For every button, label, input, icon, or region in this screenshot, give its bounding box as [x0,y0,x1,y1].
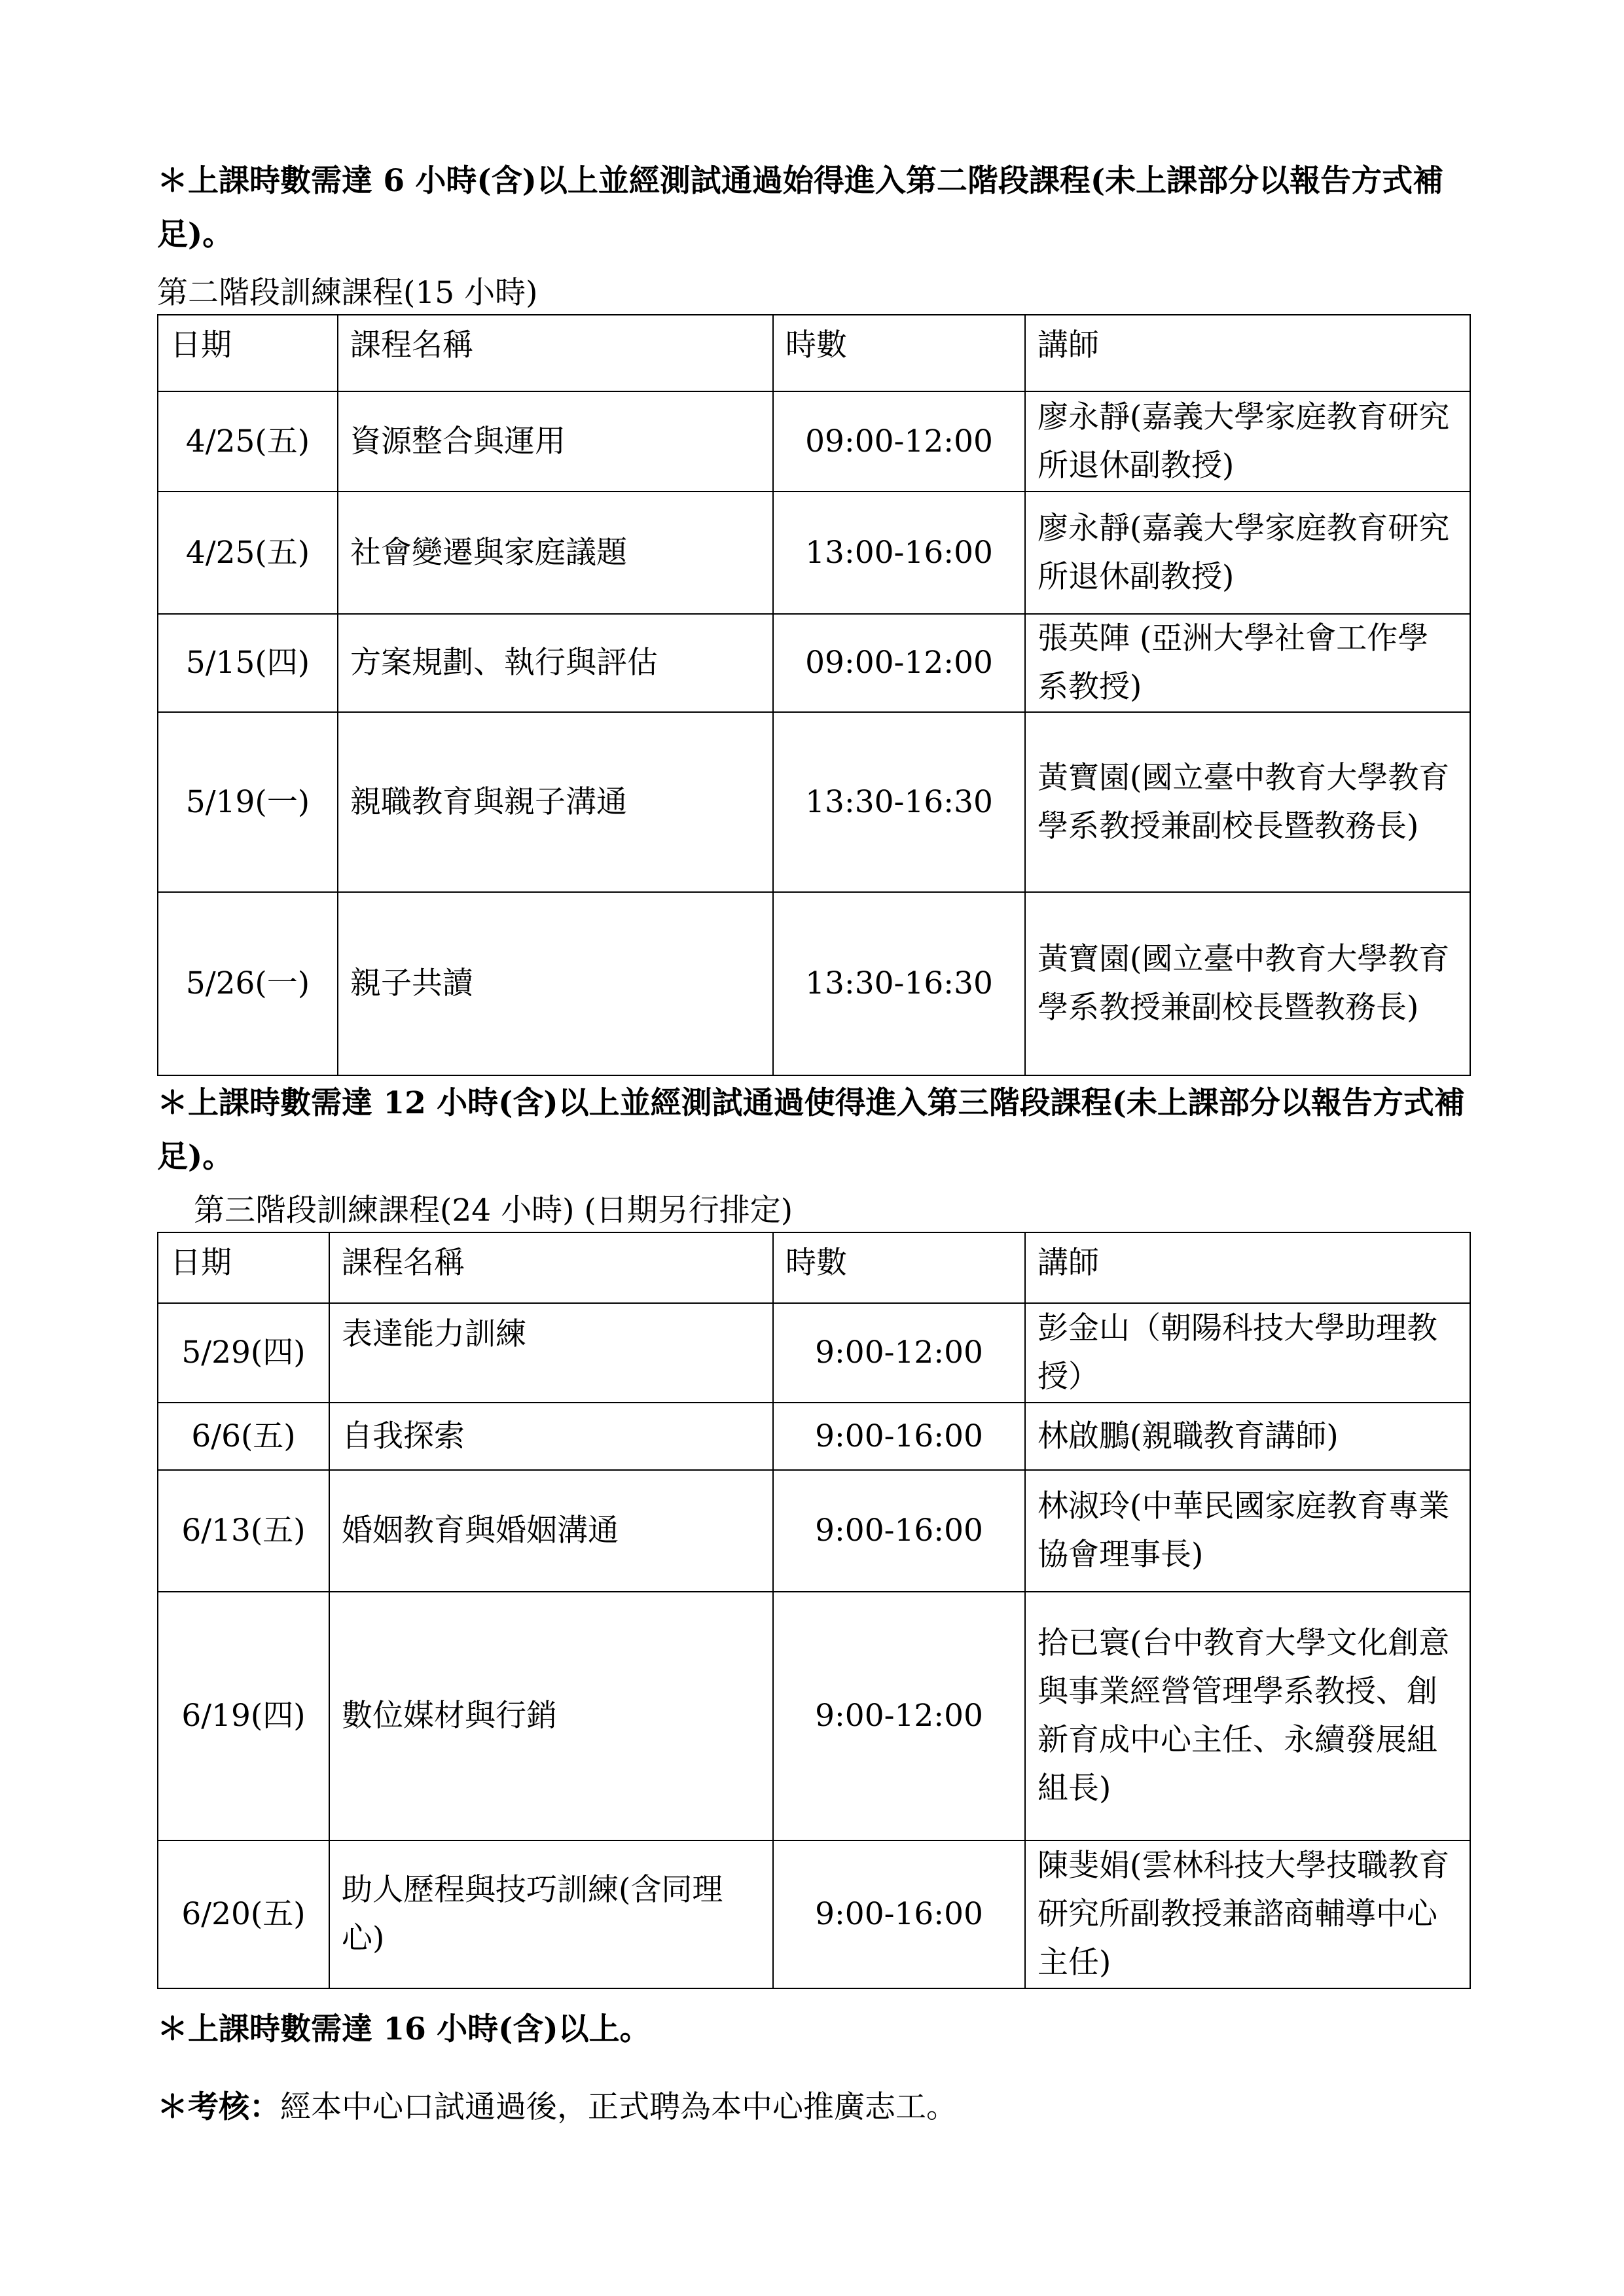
header-date: 日期 [158,1232,329,1303]
date-cell: 6/13(五) [158,1470,329,1592]
lecturer-cell: 黃寶園(國立臺中教育大學教育學系教授兼副校長暨教務長) [1025,892,1470,1075]
lecturer-cell: 拾已寰(台中教育大學文化創意與事業經營管理學系教授、創新育成中心主任、永續發展組組長) [1025,1592,1470,1840]
date-cell: 5/26(一) [158,892,338,1075]
lecturer-cell: 張英陣 (亞洲大學社會工作學系教授) [1025,614,1470,712]
table-row [158,1470,1470,1592]
course-cell: 方案規劃、執行與評估 [338,614,773,712]
lecturer-cell: 黃寶園(國立臺中教育大學教育學系教授兼副校長暨教務長) [1025,712,1470,892]
hours-cell: 13:30-16:30 [773,712,1025,892]
course-cell: 親子共讀 [338,892,773,1075]
header-course: 課程名稱 [329,1232,773,1303]
lecturer-cell: 廖永靜(嘉義大學家庭教育研究所退休副教授) [1025,391,1470,492]
table-row [158,614,1470,712]
date-cell: 6/20(五) [158,1840,329,1988]
hours-cell: 9:00-16:00 [773,1840,1025,1988]
stage3-schedule-table [157,1232,1471,1989]
table-row [158,1303,1470,1403]
stage2-schedule-table [157,314,1471,1076]
hours-cell: 9:00-12:00 [773,1303,1025,1403]
date-cell: 4/25(五) [158,492,338,614]
table-header-row [158,315,1470,391]
lecturer-cell: 陳斐娟(雲林科技大學技職教育研究所副教授兼諮商輔導中心主任) [1025,1840,1470,1988]
course-cell: 婚姻教育與婚姻溝通 [329,1470,773,1592]
header-lecturer: 講師 [1025,1232,1470,1303]
table-row [158,712,1470,892]
lecturer-cell: 林淑玲(中華民國家庭教育專業協會理事長) [1025,1470,1470,1592]
course-cell: 資源整合與運用 [338,391,773,492]
course-cell: 助人歷程與技巧訓練(含同理心) [329,1840,773,1988]
header-date: 日期 [158,315,338,391]
course-cell: 親職教育與親子溝通 [338,712,773,892]
stage2-caption: 第二階段訓練課程(15 小時) [157,275,538,311]
date-cell: 5/29(四) [158,1303,329,1403]
course-cell: 自我探索 [329,1403,773,1470]
hours-cell: 9:00-16:00 [773,1470,1025,1592]
header-hours: 時數 [773,315,1025,391]
hours-cell: 9:00-12:00 [773,1592,1025,1840]
stage3-prerequisite-note: ＊上課時數需達 12 小時(含)以上並經測試通過使得進入第三階段課程(未上課部分以報告方式補足)。 [157,1085,1465,1175]
date-cell: 5/19(一) [158,712,338,892]
course-cell: 表達能力訓練 [329,1303,773,1403]
lecturer-cell: 廖永靜(嘉義大學家庭教育研究所退休副教授) [1025,492,1470,614]
course-cell: 數位媒材與行銷 [329,1592,773,1840]
assessment-label: ＊考核： [157,2089,280,2125]
assessment-text: 經本中心口試通過後，正式聘為本中心推廣志工。 [280,2089,957,2125]
header-lecturer: 講師 [1025,315,1470,391]
hours-cell: 9:00-16:00 [773,1403,1025,1470]
header-hours: 時數 [773,1232,1025,1303]
hours-cell: 09:00-12:00 [773,614,1025,712]
table-row [158,391,1470,492]
hours-cell: 13:30-16:30 [773,892,1025,1075]
date-cell: 6/19(四) [158,1592,329,1840]
hours-cell: 13:00-16:00 [773,492,1025,614]
table-header-row [158,1232,1470,1303]
table-row [158,1840,1470,1988]
lecturer-cell: 林啟鵬(親職教育講師) [1025,1403,1470,1470]
table-row [158,892,1470,1075]
stage3-caption: 第三階段訓練課程(24 小時) (日期另行排定) [194,1193,793,1229]
date-cell: 4/25(五) [158,391,338,492]
hours-cell: 09:00-12:00 [773,391,1025,492]
table-row [158,1592,1470,1840]
table-row [158,1403,1470,1470]
date-cell: 6/6(五) [158,1403,329,1470]
lecturer-cell: 彭金山（朝陽科技大學助理教授） [1025,1303,1470,1403]
course-cell: 社會變遷與家庭議題 [338,492,773,614]
stage3-completion-note: ＊上課時數需達 16 小時(含)以上。 [157,2011,651,2047]
date-cell: 5/15(四) [158,614,338,712]
assessment-line [157,2088,957,2127]
header-course: 課程名稱 [338,315,773,391]
stage2-prerequisite-note: ＊上課時數需達 6 小時(含)以上並經測試通過始得進入第二階段課程(未上課部分以報告方式補足)。 [157,163,1444,253]
table-row [158,492,1470,614]
